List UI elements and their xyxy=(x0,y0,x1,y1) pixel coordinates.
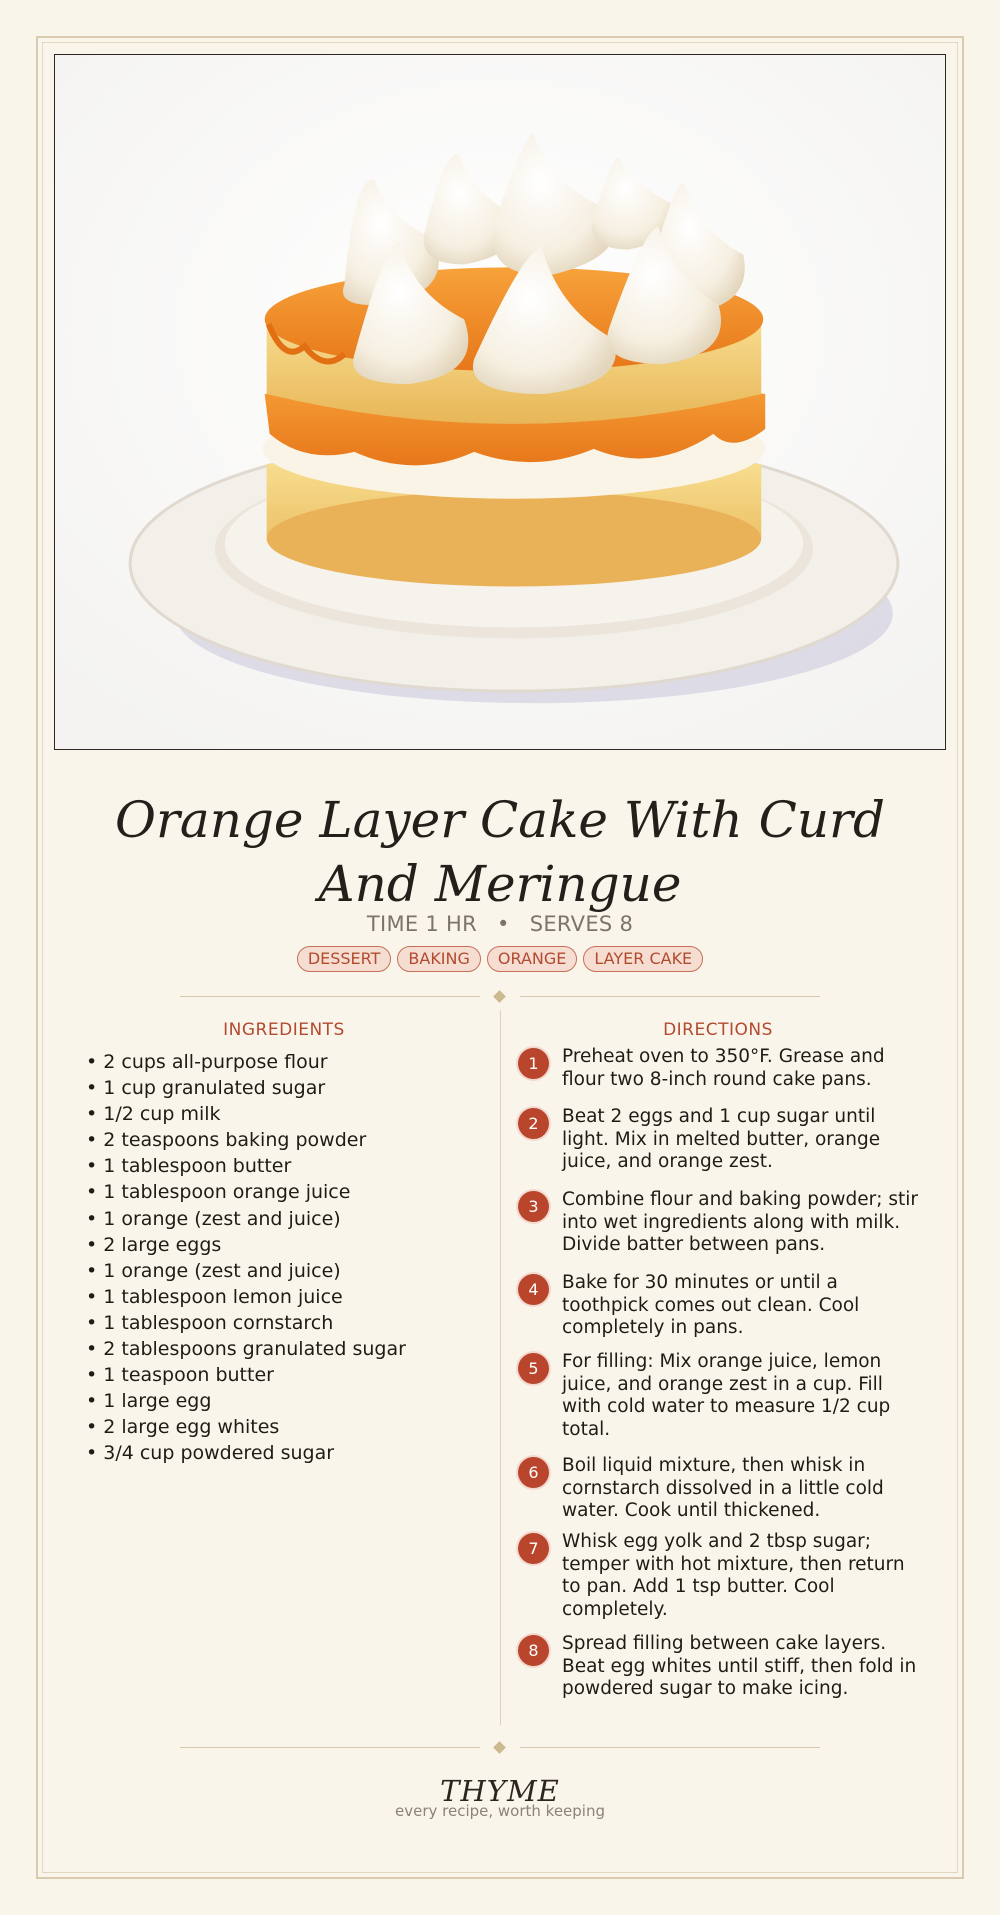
step-text: Bake for 30 minutes or until a toothpick comes out clean. Cool completely in pans. xyxy=(562,1272,860,1338)
recipe-tags xyxy=(0,946,1000,972)
tag-dessert[interactable]: DESSERT xyxy=(297,946,392,972)
ingredient-item: • 2 large egg whites xyxy=(86,1416,280,1439)
ingredient-item: • 1 large egg xyxy=(86,1390,212,1413)
step-text: Preheat oven to 350°F. Grease and flour two 8-inch round cake pans. xyxy=(562,1046,885,1090)
divider-diamond-icon xyxy=(493,990,506,1003)
step-text: Combine flour and baking powder; stir into wet ingredients along with milk. Divide batter between pans. xyxy=(562,1189,918,1255)
recipe-time: TIME 1 HR xyxy=(366,912,478,936)
ingredient-item: • 2 teaspoons baking powder xyxy=(86,1129,367,1152)
ingredient-item: • 3/4 cup powdered sugar xyxy=(86,1442,335,1465)
recipe-title: Orange Layer Cake With Curd And Meringue xyxy=(115,791,885,913)
step-text: Beat 2 eggs and 1 cup sugar until light. Mix in melted butter, orange juice, and orange zest. xyxy=(562,1106,881,1172)
step-number-badge: 4 xyxy=(518,1274,549,1305)
step-number-badge: 5 xyxy=(518,1353,549,1384)
recipe-serves: SERVES 8 xyxy=(529,912,634,936)
ingredients-heading: INGREDIENTS xyxy=(223,1020,345,1040)
step-number-badge: 2 xyxy=(518,1108,549,1139)
ingredient-item: • 1 tablespoon lemon juice xyxy=(86,1285,343,1308)
cake-illustration xyxy=(54,54,946,750)
step-text: Whisk egg yolk and 2 tbsp sugar; temper with hot mixture, then return to pan. Add 1 tsp butter. Cool completely. xyxy=(562,1531,905,1620)
tag-baking[interactable]: BAKING xyxy=(397,946,481,972)
meta-separator: • xyxy=(497,912,510,936)
ingredient-item: • 1/2 cup milk xyxy=(86,1103,221,1126)
ingredient-item: • 1 tablespoon orange juice xyxy=(86,1181,351,1204)
step-text: Spread filling between cake layers. Beat egg whites until stiff, then fold in powdered sugar to make icing. xyxy=(562,1633,917,1699)
step-number-badge: 7 xyxy=(518,1533,549,1564)
ingredient-item: • 1 orange (zest and juice) xyxy=(86,1259,341,1282)
cake-image xyxy=(55,55,945,749)
ingredient-item: • 1 cup granulated sugar xyxy=(86,1077,326,1100)
tag-layer-cake[interactable]: LAYER CAKE xyxy=(583,946,703,972)
section-divider-bottom xyxy=(180,1741,820,1755)
step-number-badge: 1 xyxy=(518,1048,549,1079)
recipe-meta xyxy=(0,912,1000,936)
ingredient-item: • 2 large eggs xyxy=(86,1233,222,1256)
ingredient-item: • 2 cups all-purpose flour xyxy=(86,1051,328,1073)
brand-tagline: every recipe, worth keeping xyxy=(394,1802,605,1820)
ingredient-item: • 2 tablespoons granulated sugar xyxy=(86,1338,406,1361)
ingredient-item: • 1 tablespoon butter xyxy=(86,1155,292,1178)
step-number-badge: 8 xyxy=(518,1635,549,1666)
tag-orange[interactable]: ORANGE xyxy=(487,946,577,972)
ingredient-item: • 1 teaspoon butter xyxy=(86,1364,274,1387)
ingredient-item: • 1 tablespoon cornstarch xyxy=(86,1311,334,1334)
step-text: For filling: Mix orange juice, lemon juice, and orange zest in a cup. Fill with cold water to measure 1/2 cup total. xyxy=(562,1351,891,1440)
ingredient-item: • 1 orange (zest and juice) xyxy=(86,1207,341,1230)
section-divider-top xyxy=(180,990,820,1004)
divider-diamond-icon xyxy=(493,1741,506,1754)
step-number-badge: 6 xyxy=(518,1457,549,1488)
column-divider xyxy=(500,1010,501,1725)
brand-logo: THYME xyxy=(440,1774,560,1808)
step-text: Boil liquid mixture, then whisk in cornstarch dissolved in a little cold water. Cook until thickened. xyxy=(562,1455,884,1521)
ingredients-list xyxy=(86,1049,406,1467)
directions-heading: DIRECTIONS xyxy=(663,1020,773,1040)
step-number-badge: 3 xyxy=(518,1191,549,1222)
